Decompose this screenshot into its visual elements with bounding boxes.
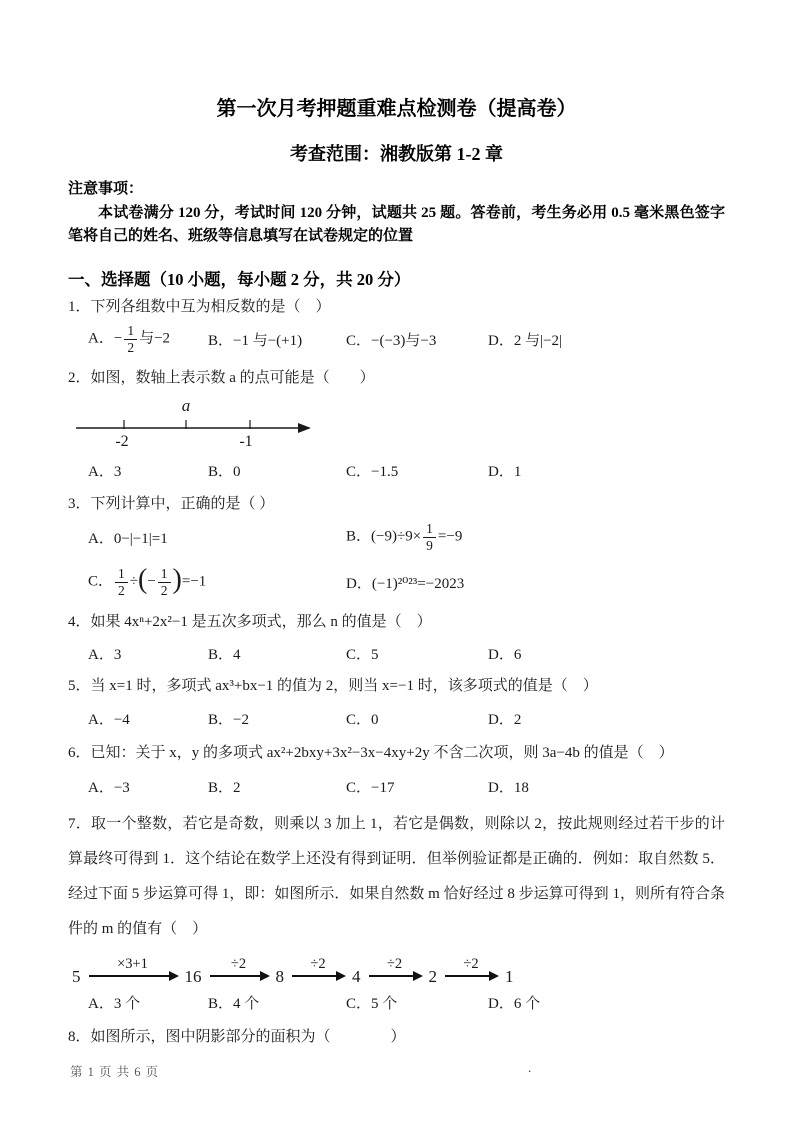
question-4-option-c: C．5 <box>346 646 379 663</box>
question-3-stem: 3．下列计算中，正确的是（ ） <box>68 496 275 512</box>
question-1-options <box>68 318 725 360</box>
page-title: 第一次月考押题重难点检测卷（提高卷） <box>216 98 577 120</box>
fraction <box>115 566 128 598</box>
flow-arrow <box>445 956 497 977</box>
flow-value: 2 <box>428 966 437 986</box>
question-5 <box>68 675 725 729</box>
question-4 <box>68 611 725 664</box>
number-line-figure <box>70 393 320 451</box>
question-5-stem: 5．当 x=1 时，多项式 ax³+bx−1 的值为 2，则当 x=−1 时，该多项式的值是（ ） <box>68 678 598 694</box>
section-heading: 一、选择题（10 小题，每小题 2 分，共 20 分） <box>68 270 411 289</box>
fraction <box>124 323 137 355</box>
left-paren: ( <box>138 564 148 595</box>
question-3-option-b <box>346 521 725 553</box>
option-text: 与−2 <box>139 330 171 347</box>
flow-value: 4 <box>352 966 361 986</box>
question-6 <box>68 742 725 797</box>
question-1-option-d: D．2 与|−2| <box>488 332 563 349</box>
question-2-option-a: A．3 <box>88 463 122 480</box>
notes-body: 本试卷满分 120 分，考试时间 120 分钟，试题共 25 题。答卷前，考生务必用 0.5 毫米黑色签字笔将自己的姓名、班级等信息填写在试卷规定的位置 <box>68 205 725 244</box>
page-subtitle: 考查范围：湘教版第 1-2 章 <box>290 144 503 164</box>
option-label: B． <box>346 528 372 545</box>
fraction-denominator: 2 <box>124 339 137 356</box>
tick-label-neg2: -2 <box>115 433 129 450</box>
flow-operation: ÷2 <box>386 956 403 972</box>
question-4-option-a: A．3 <box>88 646 122 663</box>
question-7-stem: 7．取一个整数，若它是奇数，则乘以 3 加上 1，若它是偶数，则除以 2，按此规则经过若干步的计算最终可得到 1．这个结论在数学上还没有得到证明．但举例验证都是正确的．例如：取自然数 5．经过下面 5 步运算可得 1，即：如图所示．如果自然数 m 恰好经过 8 步运算可得到 1，则所有符合条件的 m 的值有（ ） <box>68 816 725 937</box>
fraction-numerator: 1 <box>118 565 125 581</box>
question-4-options <box>68 642 725 664</box>
question-2-option-d: D．1 <box>488 463 522 480</box>
question-4-option-b: B．4 <box>208 646 241 663</box>
fraction-denominator: 2 <box>115 582 128 599</box>
question-2-option-b: B．0 <box>208 463 241 480</box>
flow-value: 1 <box>505 966 514 986</box>
notes-heading: 注意事项： <box>68 181 144 197</box>
question-6-stem: 6．已知：关于 x，y 的多项式 ax²+2bxy+3x²−3x−4xy+2y 不含二次项，则 3a−4b 的值是（ ） <box>68 745 674 761</box>
question-5-option-b: B．−2 <box>208 711 249 728</box>
question-1 <box>68 296 725 360</box>
question-1-option-b: B．−1 与−(+1) <box>208 332 303 349</box>
question-6-option-b: B．2 <box>208 779 241 796</box>
question-2 <box>68 367 725 481</box>
question-7-option-c: C．5 个 <box>346 995 398 1012</box>
question-7-option-d: D．6 个 <box>488 995 541 1012</box>
flow-arrow <box>369 956 421 977</box>
question-2-stem: 2．如图，数轴上表示数 a 的点可能是（ ） <box>68 370 375 386</box>
question-3-options-row-ab <box>68 515 725 559</box>
flow-value: 8 <box>275 966 284 986</box>
point-a-label: a <box>181 396 191 415</box>
question-5-options <box>68 707 725 729</box>
question-1-stem: 1．下列各组数中互为相反数的是（ ） <box>68 299 331 315</box>
question-7-option-a: A．3 个 <box>88 995 141 1012</box>
minus-sign: − <box>113 330 123 347</box>
flow-operation: ÷2 <box>310 956 326 972</box>
question-4-option-d: D．6 <box>488 646 522 663</box>
fraction <box>423 521 436 553</box>
expression-text: =−1 <box>181 573 207 590</box>
question-5-option-a: A．−4 <box>88 711 130 728</box>
tick-label-neg1: -1 <box>239 433 253 450</box>
question-8 <box>68 1026 725 1048</box>
question-4-stem: 4．如果 4xⁿ+2x²−1 是五次多项式，那么 n 的值是（ ） <box>68 614 432 630</box>
question-5-option-c: C．0 <box>346 711 379 728</box>
question-6-option-a: A．−3 <box>88 779 130 796</box>
question-3-option-d: D．(−1)²⁰²³=−2023 <box>346 575 465 592</box>
fraction <box>158 566 171 598</box>
minus-sign: − <box>147 573 156 590</box>
fraction-numerator: 1 <box>127 322 135 338</box>
page-footer <box>70 1062 159 1080</box>
flow-operation: ÷2 <box>463 956 479 972</box>
flow-arrow <box>292 956 344 977</box>
collatz-flow-figure <box>68 947 725 989</box>
fraction-numerator: 1 <box>426 520 433 536</box>
flow-value: 5 <box>72 966 81 986</box>
question-7-options <box>68 991 725 1013</box>
question-5-option-d: D．2 <box>488 711 522 728</box>
question-3-option-a: A．0−|−1|=1 <box>88 530 168 547</box>
question-6-options <box>68 775 725 797</box>
right-paren: ) <box>172 564 182 595</box>
fraction-numerator: 1 <box>160 565 168 581</box>
question-2-option-c: C．−1.5 <box>346 463 399 480</box>
question-1-option-c: C．−(−3)与−3 <box>346 332 437 349</box>
question-3 <box>68 493 725 605</box>
question-3-option-c <box>88 566 346 598</box>
fraction-denominator: 9 <box>423 537 436 554</box>
page-number: 第 1 页 共 6 页 <box>70 1065 160 1079</box>
expression-text: (−9)÷9× <box>371 528 422 545</box>
question-7 <box>68 807 725 1013</box>
flow-operation: ÷2 <box>230 956 247 972</box>
flow-operation: ×3+1 <box>117 956 148 972</box>
flow-arrow <box>89 956 177 977</box>
question-6-option-d: D．18 <box>488 779 529 796</box>
question-1-option-a <box>88 323 208 355</box>
footer-dot: . <box>528 1060 532 1075</box>
question-8-stem: 8．如图所示，图中阴影部分的面积为（ ） <box>68 1029 406 1045</box>
option-label: C． <box>88 573 114 590</box>
expression-text: =−9 <box>437 528 463 545</box>
question-7-option-b: B．4 个 <box>208 995 260 1012</box>
flow-arrow <box>210 956 268 977</box>
flow-value: 16 <box>184 966 202 986</box>
option-label: A． <box>88 330 114 347</box>
question-3-options-row-cd <box>68 559 725 605</box>
question-6-option-c: C．−17 <box>346 779 395 796</box>
question-2-options <box>68 459 725 481</box>
fraction-denominator: 2 <box>158 582 171 599</box>
divide-sign: ÷ <box>129 573 138 590</box>
